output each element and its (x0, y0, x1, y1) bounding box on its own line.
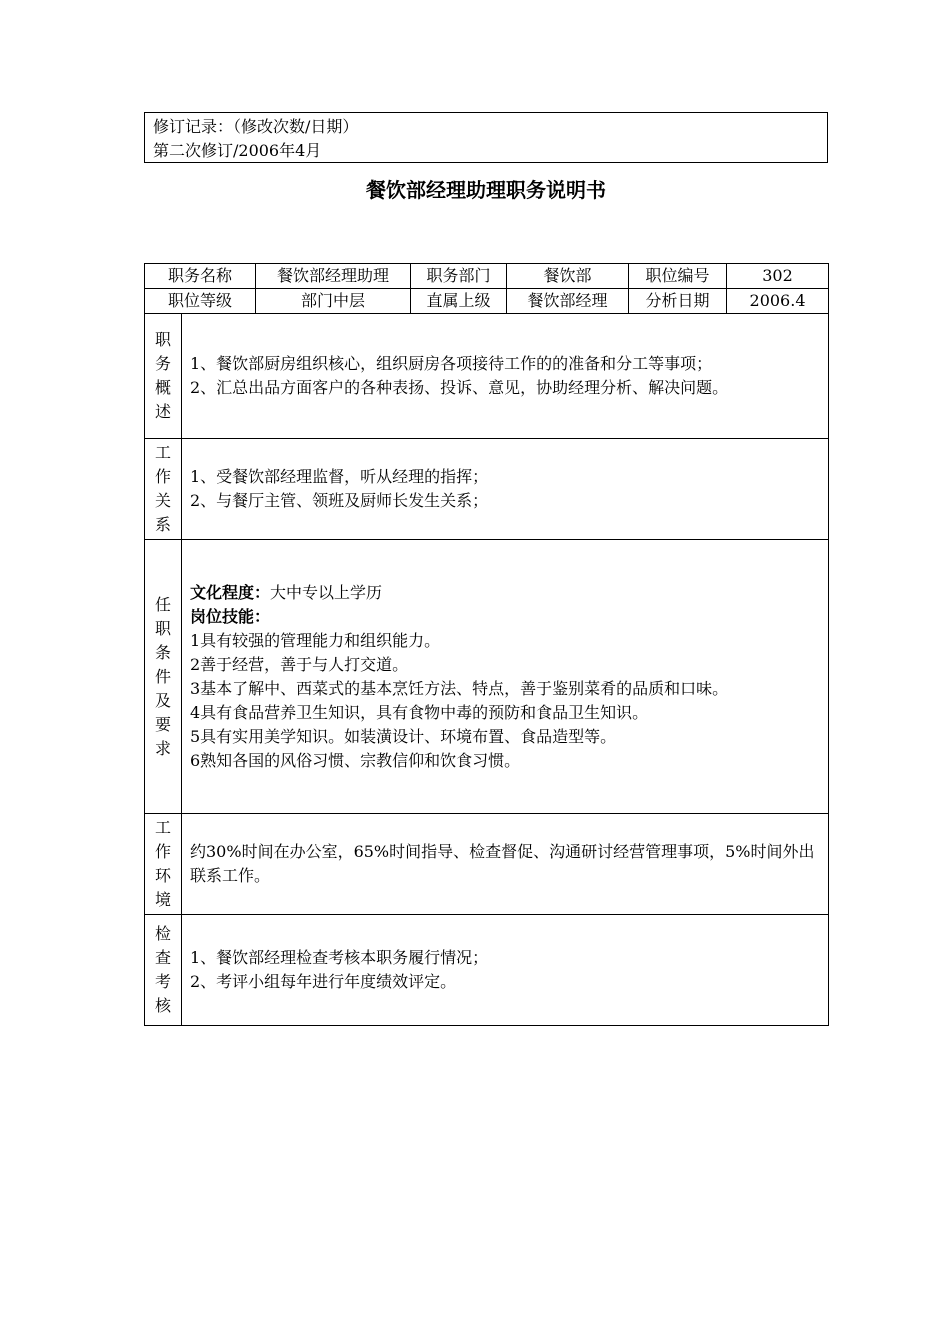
revision-record-label: 修订记录：（修改次数/日期） (153, 117, 359, 136)
environment-content (182, 814, 829, 915)
analysis-date-value: 2006.4 (727, 289, 829, 314)
overview-label: 职 务 概 述 (145, 314, 182, 439)
header-row-2 (145, 289, 829, 314)
skill-line: 2善于经营，善于与人打交道。 (190, 654, 409, 674)
department-label: 职务部门 (411, 264, 507, 289)
overview-line: 2、汇总出品方面客户的各种表扬、投诉、意见，协助经理分析、解决问题。 (190, 378, 729, 397)
review-line: 2、考评小组每年进行年度绩效评定。 (190, 972, 457, 991)
analysis-date-label: 分析日期 (629, 289, 727, 314)
relations-line: 1、受餐饮部经理监督，听从经理的指挥； (190, 467, 489, 486)
skills-label: 岗位技能： (190, 606, 271, 626)
review-line: 1、餐饮部经理检查考核本职务履行情况； (190, 948, 489, 967)
revision-record-box (144, 112, 828, 163)
skill-line: 3基本了解中、西菜式的基本烹饪方法、特点，善于鉴别菜肴的品质和口味。 (190, 678, 729, 698)
relations-label: 工 作 关 系 (145, 439, 182, 540)
header-row-1 (145, 264, 829, 289)
section-environment (145, 814, 829, 915)
environment-label: 工 作 环 境 (145, 814, 182, 915)
position-code-label: 职位编号 (629, 264, 727, 289)
relations-line: 2、与餐厅主管、领班及厨师长发生关系； (190, 491, 489, 510)
section-overview (145, 314, 829, 439)
position-level-label: 职位等级 (145, 289, 256, 314)
education-value: 大中专以上学历 (270, 582, 383, 602)
section-requirements (145, 540, 829, 814)
document-title: 餐饮部经理助理职务说明书 (366, 178, 606, 202)
position-level-value: 部门中层 (256, 289, 411, 314)
revision-record-value: 第二次修订/2006年4月 (153, 141, 322, 160)
position-code-value: 302 (727, 264, 829, 289)
education-line (190, 581, 820, 605)
skill-line: 1具有较强的管理能力和组织能力。 (190, 630, 441, 650)
job-description-table (144, 263, 829, 1026)
review-label: 检 查 考 核 (145, 915, 182, 1026)
overview-line: 1、餐饮部厨房组织核心，组织厨房各项接待工作的的准备和分工等事项； (190, 354, 713, 373)
supervisor-label: 直属上级 (411, 289, 507, 314)
requirements-label: 任 职 条 件 及 要 求 (145, 540, 182, 814)
relations-content (182, 439, 829, 540)
section-review (145, 915, 829, 1026)
supervisor-value: 餐饮部经理 (507, 289, 629, 314)
skill-line: 5具有实用美学知识。如装潢设计、环境布置、食品造型等。 (190, 726, 617, 746)
environment-line: 约30%时间在办公室，65%时间指导、检查督促、沟通研讨经营管理事项，5%时间外出联系工作。 (190, 842, 815, 885)
job-title-label: 职务名称 (145, 264, 256, 289)
overview-content (182, 314, 829, 439)
skill-line: 4具有食品营养卫生知识，具有食物中毒的预防和食品卫生知识。 (190, 702, 649, 722)
department-value: 餐饮部 (507, 264, 629, 289)
review-content (182, 915, 829, 1026)
requirements-content (182, 540, 829, 814)
job-title-value: 餐饮部经理助理 (256, 264, 411, 289)
skill-line: 6熟知各国的风俗习惯、宗教信仰和饮食习惯。 (190, 750, 521, 770)
education-label: 文化程度： (190, 582, 271, 602)
section-relations (145, 439, 829, 540)
